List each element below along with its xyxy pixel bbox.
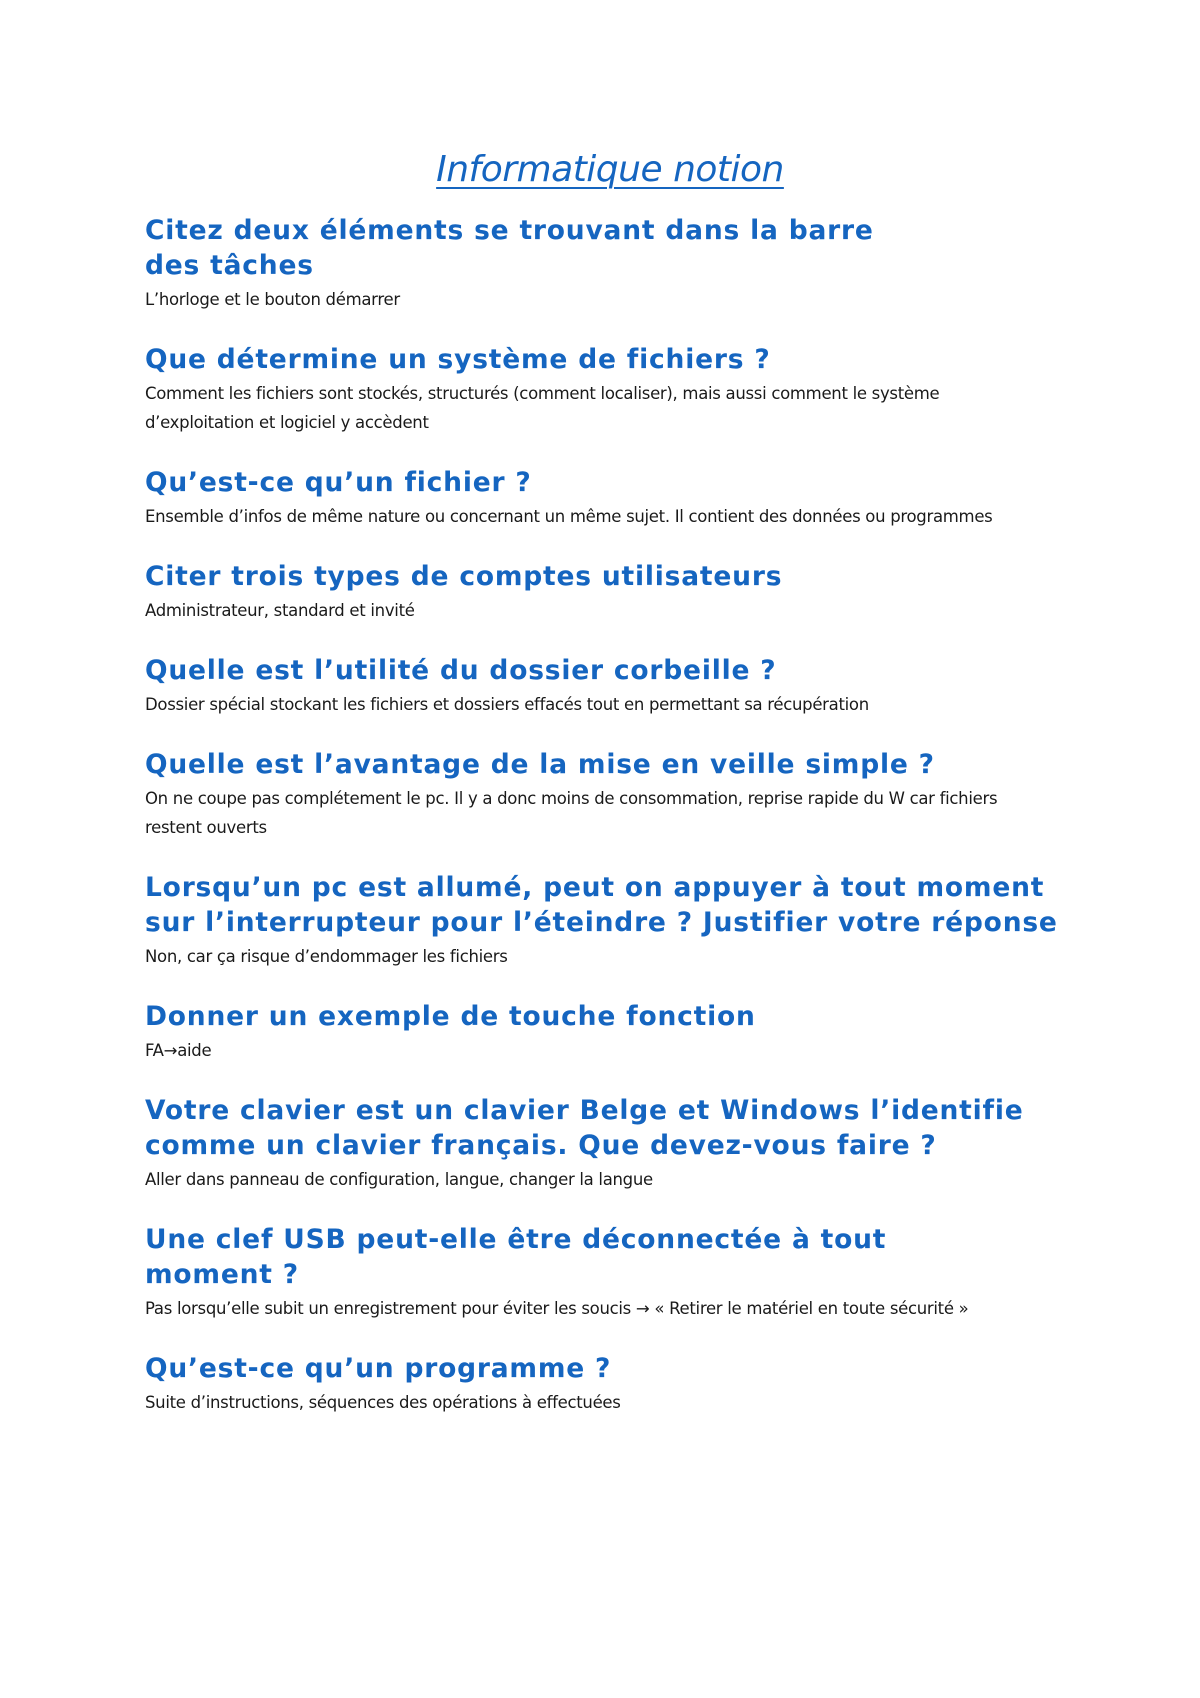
question-heading: Quelle est l’utilité du dossier corbeille ? (145, 655, 777, 687)
answer-text: Dossier spécial stockant les fichiers et dossiers effacés tout en permettant sa récupération (145, 695, 869, 715)
qa-item-5 (145, 653, 1075, 719)
question-heading: Qu’est-ce qu’un fichier ? (145, 467, 532, 499)
question-heading: Citer trois types de comptes utilisateurs (145, 561, 783, 593)
answer-text: Pas lorsqu’elle subit un enregistrement pour éviter les soucis → « Retirer le matériel en toute sécurité » (145, 1299, 969, 1319)
document-body (145, 148, 1075, 1445)
question-heading: Lorsqu’un pc est allumé, peut on appuyer à tout moment sur l’interrupteur pour l’éteindre ? Justifier votre réponse (145, 872, 1058, 939)
answer-text: FA→aide (145, 1041, 212, 1061)
question-heading: Votre clavier est un clavier Belge et Windows l’identifie comme un clavier français. Que devez-vous faire ? (145, 1095, 1024, 1162)
qa-item-8 (145, 999, 1075, 1065)
qa-item-9 (145, 1093, 1075, 1194)
qa-item-3 (145, 465, 1075, 531)
answer-text: L’horloge et le bouton démarrer (145, 290, 400, 310)
question-heading: Quelle est l’avantage de la mise en veille simple ? (145, 749, 935, 781)
qa-item-4 (145, 559, 1075, 625)
qa-item-1 (145, 213, 1075, 314)
answer-text: On ne coupe pas complétement le pc. Il y a donc moins de consommation, reprise rapide du W car fichiers restent ouverts (145, 789, 998, 838)
qa-item-7 (145, 870, 1075, 971)
answer-text: Aller dans panneau de configuration, langue, changer la langue (145, 1170, 653, 1190)
answer-text: Non, car ça risque d’endommager les fichiers (145, 947, 508, 967)
question-heading: Citez deux éléments se trouvant dans la barre des tâches (145, 215, 874, 282)
question-heading: Une clef USB peut-elle être déconnectée à tout moment ? (145, 1224, 887, 1291)
answer-text: Comment les fichiers sont stockés, structurés (comment localiser), mais aussi comment le système d’exploitation et logiciel y accèdent (145, 384, 940, 433)
qa-item-2 (145, 342, 1075, 437)
qa-item-10 (145, 1222, 1075, 1323)
qa-item-11 (145, 1351, 1075, 1417)
question-heading: Donner un exemple de touche fonction (145, 1001, 756, 1033)
question-heading: Qu’est-ce qu’un programme ? (145, 1353, 612, 1385)
qa-item-6 (145, 747, 1075, 842)
document-title: Informatique notion (436, 149, 784, 190)
answer-text: Ensemble d’infos de même nature ou concernant un même sujet. Il contient des données ou programmes (145, 507, 993, 527)
question-heading: Que détermine un système de fichiers ? (145, 344, 771, 376)
answer-text: Administrateur, standard et invité (145, 601, 415, 621)
answer-text: Suite d’instructions, séquences des opérations à effectuées (145, 1393, 621, 1413)
